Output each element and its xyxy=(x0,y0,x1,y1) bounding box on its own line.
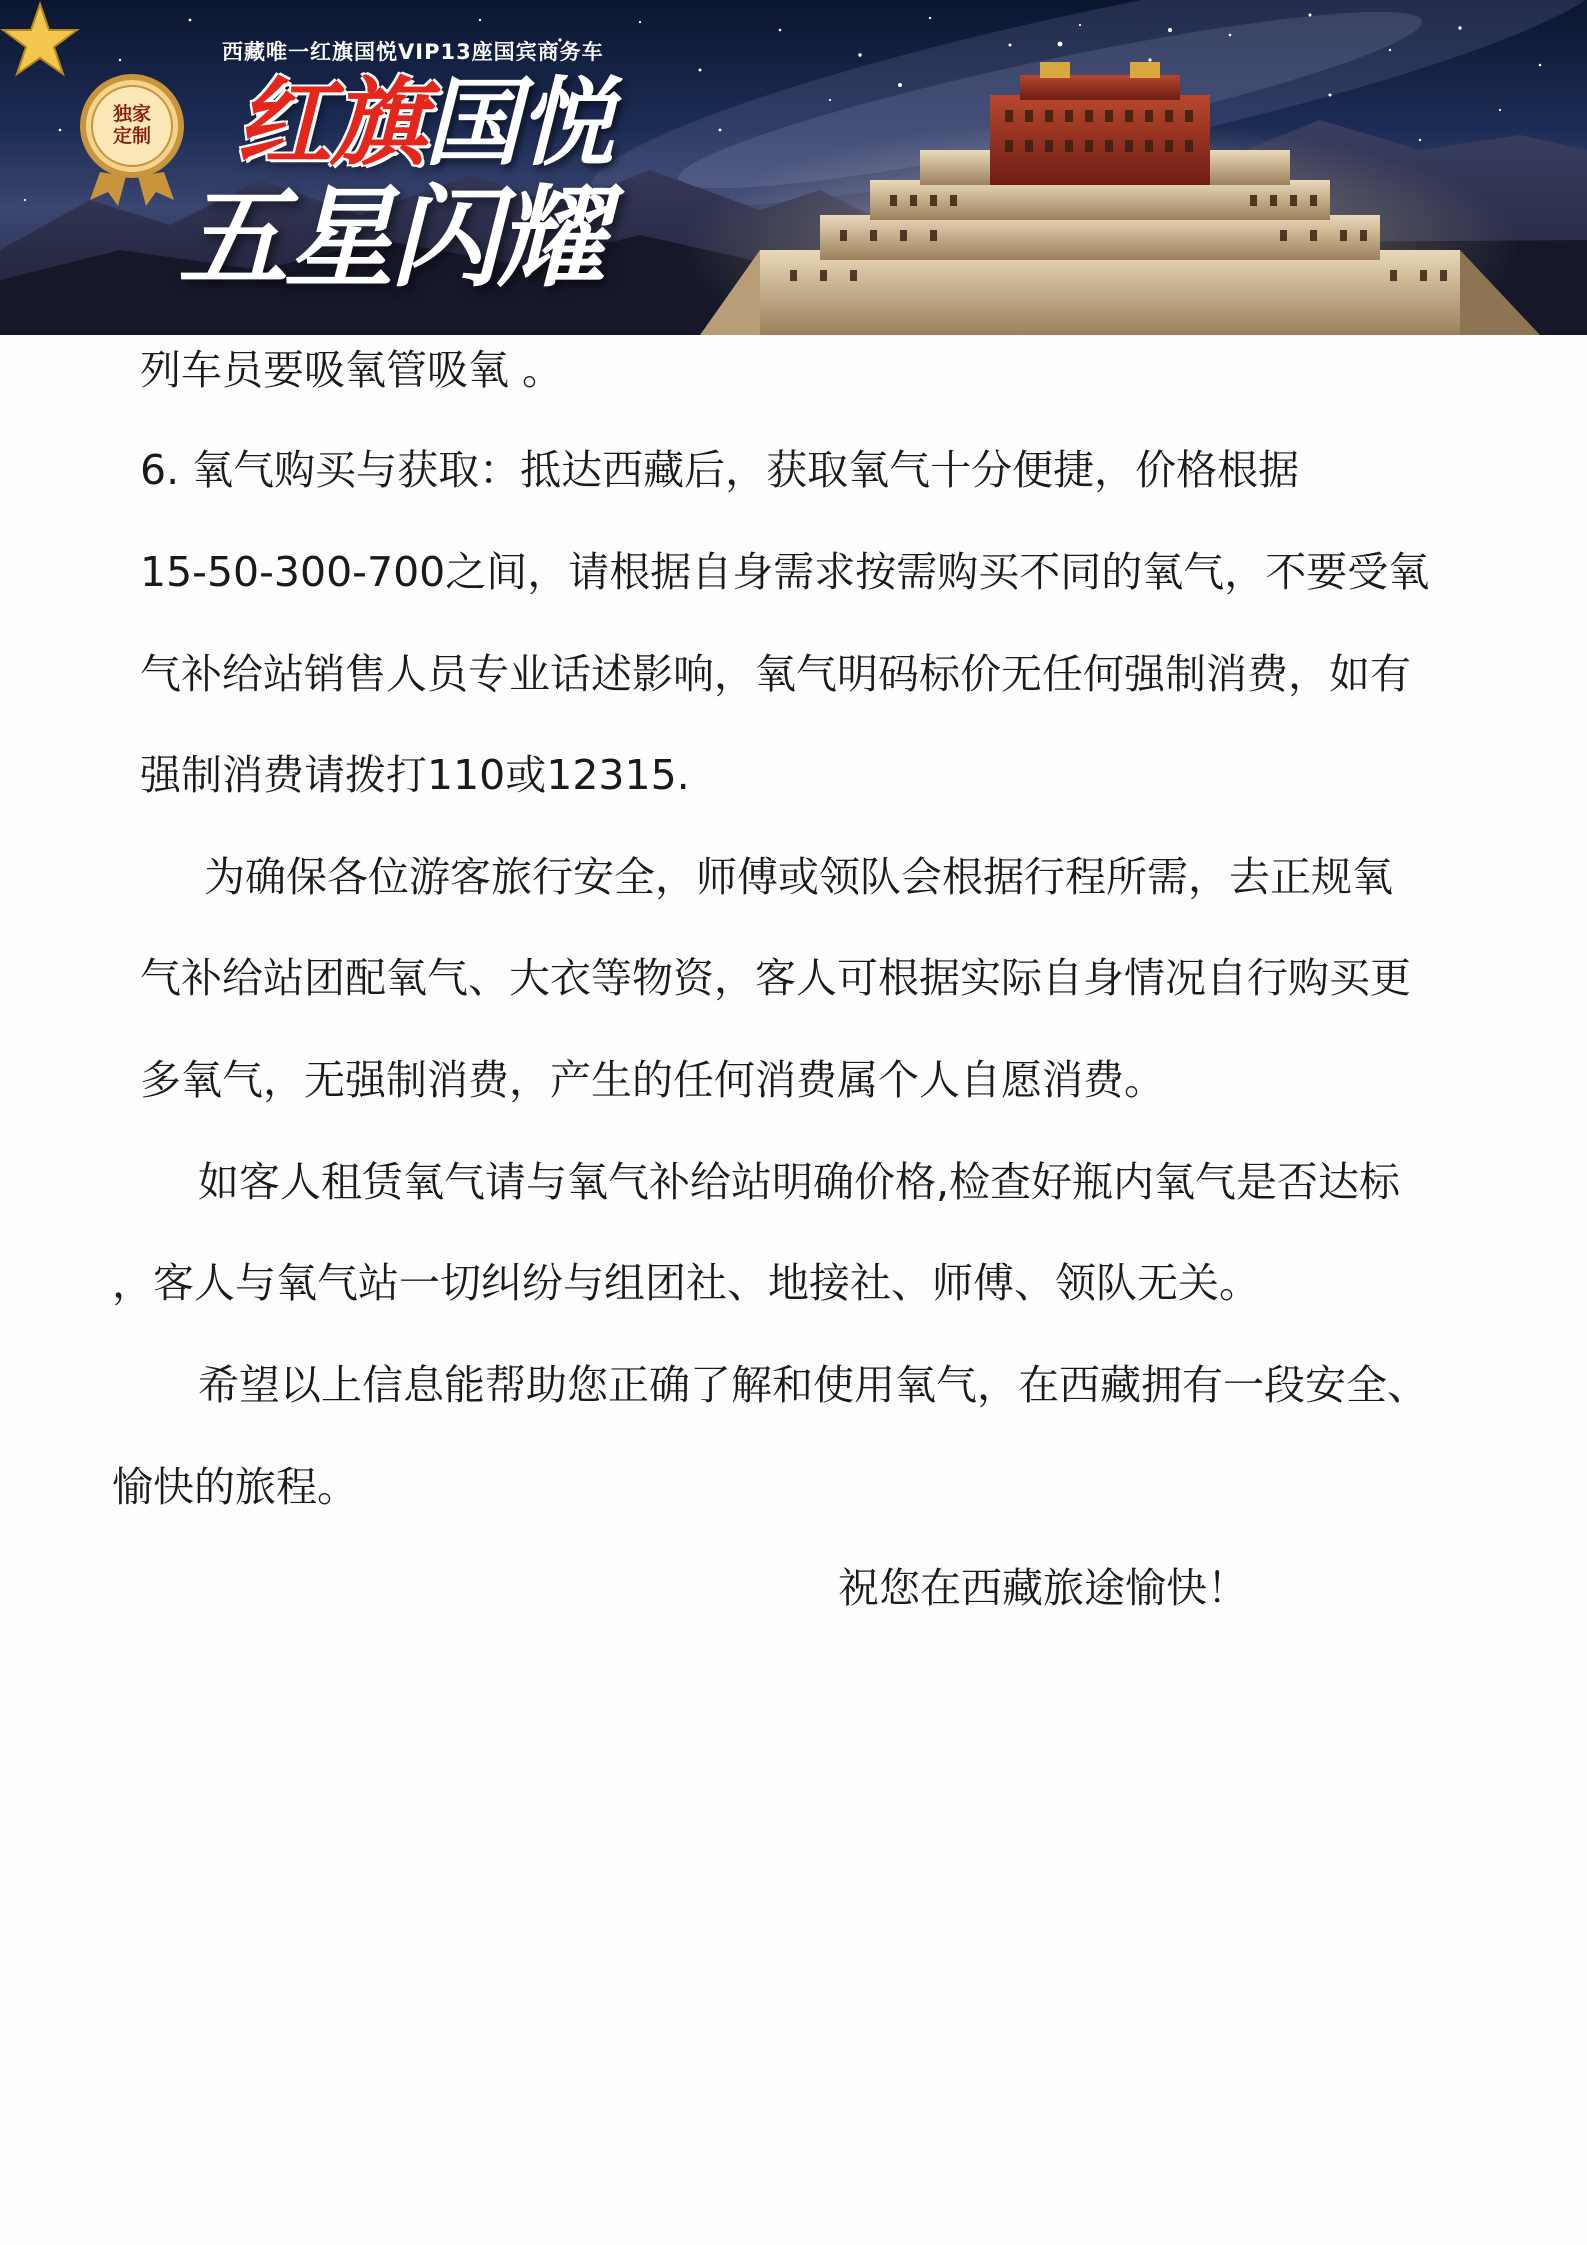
text-line: 多氧气，无强制消费，产生的任何消费属个人自愿消费。 xyxy=(140,1056,1165,1104)
text-line: 愉快的旅程。 xyxy=(112,1463,358,1511)
text-line: 气补给站团配氧气、大衣等物资，客人可根据实际自身情况自行购买更 xyxy=(140,954,1411,1002)
brand-slogan: 五星闪耀 xyxy=(178,174,602,302)
text-line: 列车员要吸氧管吸氧 。 xyxy=(140,346,564,394)
text-line: 强制消费请拨打110或12315. xyxy=(140,751,690,799)
header-banner xyxy=(0,0,1587,335)
exclusive-badge xyxy=(82,76,182,176)
text-line: 15-50-300-700之间，请根据自身需求按需购买不同的氧气，不要受氧 xyxy=(140,548,1430,596)
text-line: 为确保各位游客旅行安全，师傅或领队会根据行程所需，去正规氧 xyxy=(204,853,1393,901)
closing-greeting: 祝您在西藏旅途愉快！ xyxy=(838,1564,1248,1612)
badge-label: 独家 定制 xyxy=(112,103,151,147)
text-line: ，客人与氧气站一切纠纷与组团社、地接社、师傅、领队无关。 xyxy=(112,1259,1260,1307)
gold-star-icon xyxy=(0,0,80,80)
banner-tagline: 西藏唯一红旗国悦VIP13座国宾商务车 xyxy=(222,40,604,64)
text-line: 希望以上信息能帮助您正确了解和使用氧气，在西藏拥有一段安全、 xyxy=(198,1361,1428,1409)
brand-title-red: 红旗 xyxy=(236,66,424,179)
text-line: 6. 氧气购买与获取：抵达西藏后，获取氧气十分便捷，价格根据 xyxy=(140,446,1300,494)
brand-title-white: 国悦 xyxy=(424,66,612,179)
text-line: 如客人租赁氧气请与氧气补给站明确价格,检查好瓶内氧气是否达标 xyxy=(198,1158,1401,1206)
brand-title xyxy=(236,68,612,178)
text-line: 气补给站销售人员专业话述影响，氧气明码标价无任何强制消费，如有 xyxy=(140,650,1411,698)
